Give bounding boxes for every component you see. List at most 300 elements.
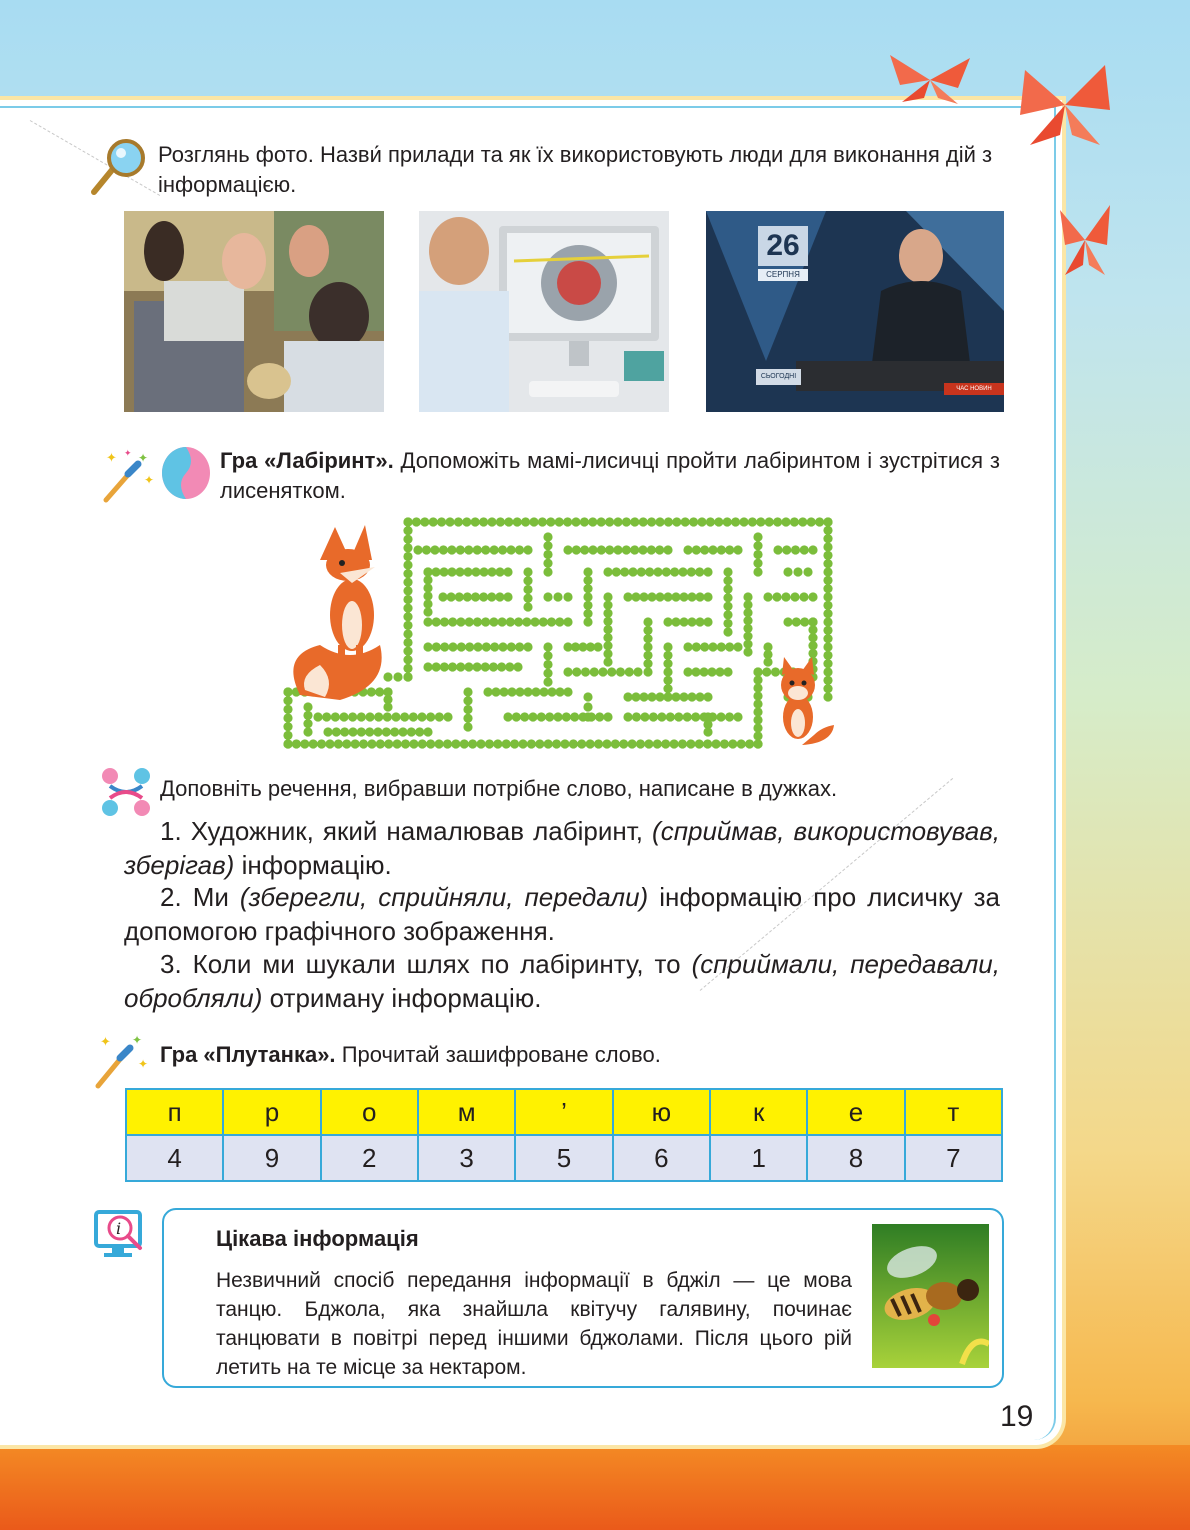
maze-dot — [365, 727, 374, 736]
maze-dot — [471, 592, 480, 601]
maze-dot — [393, 739, 402, 748]
maze-dot — [506, 617, 515, 626]
maze-dot — [339, 712, 348, 721]
maze-dot — [723, 585, 732, 594]
maze-dot — [683, 712, 692, 721]
maze-dot — [583, 592, 592, 601]
maze-dot — [440, 617, 449, 626]
maze-dot — [403, 604, 412, 613]
maze-dot — [403, 560, 412, 569]
maze-dot — [400, 712, 409, 721]
maze-dot — [479, 567, 488, 576]
maze-dot — [332, 727, 341, 736]
task2-text — [220, 446, 1000, 506]
maze-dot — [403, 552, 412, 561]
maze-dot — [539, 617, 548, 626]
sentence-2-before: Ми — [192, 882, 229, 912]
maze-dot — [686, 739, 695, 748]
maze-dot — [481, 662, 490, 671]
maze-dot — [490, 642, 499, 651]
maze-dot — [753, 667, 762, 676]
maze-dot — [663, 617, 672, 626]
maze-dot — [283, 731, 292, 740]
maze-dot — [468, 739, 477, 748]
maze-dot — [723, 602, 732, 611]
maze-dot — [583, 584, 592, 593]
maze-dot — [723, 610, 732, 619]
maze-dot — [531, 687, 540, 696]
maze-dot — [543, 532, 552, 541]
maze-dot — [792, 617, 801, 626]
maze-dot — [748, 517, 757, 526]
maze-dot — [753, 699, 762, 708]
maze-dot — [503, 592, 512, 601]
maze-dot — [384, 739, 393, 748]
maze-dot — [679, 592, 688, 601]
maze-dot — [603, 649, 612, 658]
maze-dot — [753, 731, 762, 740]
maze-dot — [603, 601, 612, 610]
maze-dot — [583, 576, 592, 585]
maze-dot — [643, 634, 652, 643]
maze-dot — [598, 667, 607, 676]
maze-dot — [463, 714, 472, 723]
maze-dot — [447, 545, 456, 554]
maze-dot — [464, 545, 473, 554]
bee-icon — [872, 1224, 989, 1368]
maze-dot — [753, 707, 762, 716]
maze-dot — [631, 592, 640, 601]
maze-dot — [823, 551, 832, 560]
maze-dot — [655, 517, 664, 526]
maze-dot — [283, 713, 292, 722]
maze-dot — [283, 739, 292, 748]
maze-dot — [588, 545, 597, 554]
maze-dot — [753, 675, 762, 684]
maze-dot — [783, 567, 792, 576]
svg-text:✦: ✦ — [132, 1033, 143, 1047]
maze-dot — [687, 592, 696, 601]
maze-dot — [823, 517, 832, 526]
sentence-2-options[interactable]: (зберегли, сприйняли, передали) — [239, 882, 649, 912]
svg-text:✦: ✦ — [100, 1035, 111, 1050]
maze-dot — [543, 651, 552, 660]
maze-dot — [597, 545, 606, 554]
maze-dot — [781, 517, 790, 526]
maze-dot — [823, 559, 832, 568]
maze-dot — [695, 739, 704, 748]
cipher-number: 2 — [321, 1135, 418, 1181]
maze-dot — [593, 642, 602, 651]
maze-dot — [603, 625, 612, 634]
cipher-letter: е — [807, 1089, 904, 1135]
sentence-2-number: 2. — [160, 882, 182, 912]
page-number: 19 — [1000, 1400, 1034, 1433]
maze-dot — [695, 692, 704, 701]
sentence-1-options[interactable]: (сприймав, використовував, зберігав) — [124, 816, 1000, 880]
maze-dot — [439, 545, 448, 554]
maze-dot — [507, 687, 516, 696]
maze-dot — [423, 583, 432, 592]
maze-dot — [753, 532, 762, 541]
maze-dot — [456, 617, 465, 626]
maze-dot — [655, 545, 664, 554]
maze-dot — [753, 691, 762, 700]
maze-dot — [630, 545, 639, 554]
maze-dot — [577, 739, 586, 748]
photo-computer — [419, 211, 669, 412]
maze-dot — [331, 712, 340, 721]
maze-dot — [611, 739, 620, 748]
maze-dot — [365, 712, 374, 721]
maze-dot — [522, 617, 531, 626]
maze-dot — [708, 545, 717, 554]
maze-dot — [594, 739, 603, 748]
maze-dot — [663, 651, 672, 660]
maze-dot — [547, 617, 556, 626]
maze-dot — [683, 642, 692, 651]
cipher-table — [125, 1088, 1003, 1182]
maze-dot — [637, 567, 646, 576]
sentence-3-options[interactable]: (сприймали, передавали, обробляли) — [124, 949, 1000, 1013]
maze-dot — [390, 727, 399, 736]
maze-dot — [495, 567, 504, 576]
maze-dot — [407, 727, 416, 736]
maze-dot — [403, 526, 412, 535]
maze-dot — [487, 567, 496, 576]
maze-dot — [457, 642, 466, 651]
cipher-number: 3 — [418, 1135, 515, 1181]
maze-dot — [513, 662, 522, 671]
maze-dot — [753, 723, 762, 732]
maze-dot — [426, 712, 435, 721]
maze-dot — [283, 705, 292, 714]
maze-dot — [731, 517, 740, 526]
maze-dot — [357, 712, 366, 721]
maze-dot — [707, 667, 716, 676]
maze-dot — [790, 592, 799, 601]
maze-dot — [463, 696, 472, 705]
maze-dot — [418, 739, 427, 748]
maze-dot — [781, 592, 790, 601]
info-monitor-icon — [94, 1210, 150, 1260]
maze-dot — [728, 739, 737, 748]
maze-dot — [403, 664, 412, 673]
maze-dot — [603, 641, 612, 650]
fox-cub-icon — [772, 655, 838, 751]
maze-dot — [723, 593, 732, 602]
maze-dot — [590, 667, 599, 676]
maze-dot — [815, 517, 824, 526]
cipher-number: 1 — [710, 1135, 807, 1181]
maze-dot — [482, 642, 491, 651]
maze-dot — [753, 567, 762, 576]
maze-dot — [672, 517, 681, 526]
maze-dot — [603, 712, 612, 721]
maze-dot — [563, 545, 572, 554]
maze-dot — [398, 727, 407, 736]
cipher-numbers-row — [126, 1135, 1002, 1181]
maze-dot — [403, 586, 412, 595]
task4-body: Прочитай зашифроване слово. — [341, 1042, 661, 1067]
maze-dot — [403, 595, 412, 604]
maze-dot — [505, 662, 514, 671]
maze-dot — [562, 712, 571, 721]
maze-dot — [543, 567, 552, 576]
maze-dot — [808, 633, 817, 642]
maze-dot — [743, 647, 752, 656]
maze-dot — [643, 642, 652, 651]
maze-dot — [823, 584, 832, 593]
maze-dot — [403, 672, 412, 681]
maze-dot — [543, 559, 552, 568]
task4-text — [160, 1040, 1010, 1070]
tv-caption-left: СЬОГОДНІ — [760, 373, 797, 380]
maze-dot — [720, 739, 729, 748]
maze-dot — [597, 517, 606, 526]
maze-dot — [639, 592, 648, 601]
maze-dot — [546, 517, 555, 526]
maze-dot — [498, 617, 507, 626]
maze-dot — [430, 545, 439, 554]
maze-dot — [440, 662, 449, 671]
task2-title: Гра «Лабіринт». — [220, 448, 394, 473]
maze-dot — [699, 667, 708, 676]
maze-dot — [409, 739, 418, 748]
maze-dot — [583, 702, 592, 711]
tv-caption-right: ЧАС НОВИН — [956, 386, 992, 392]
maze-dot — [583, 567, 592, 576]
maze-dot — [317, 739, 326, 748]
maze-dot — [703, 739, 712, 748]
maze-dot — [415, 727, 424, 736]
maze-dot — [555, 517, 564, 526]
maze-dot — [823, 542, 832, 551]
maze-dot — [523, 594, 532, 603]
sentence-2 — [124, 880, 1000, 948]
sentence-1-after: інформацію. — [241, 850, 392, 880]
maze-dot — [357, 727, 366, 736]
cipher-letter: т — [905, 1089, 1002, 1135]
maze-dot — [498, 545, 507, 554]
maze-dot — [383, 712, 392, 721]
maze-dot — [423, 607, 432, 616]
maze-dot — [462, 517, 471, 526]
maze-dot — [628, 567, 637, 576]
maze-dot — [513, 517, 522, 526]
maze-dot — [495, 592, 504, 601]
maze-dot — [823, 601, 832, 610]
maze-dot — [401, 739, 410, 748]
maze-dot — [506, 545, 515, 554]
maze-dot — [423, 575, 432, 584]
maze-dot — [717, 642, 726, 651]
maze-dot — [583, 617, 592, 626]
svg-text:✦: ✦ — [138, 1057, 149, 1071]
maze-dot — [798, 517, 807, 526]
maze-dot — [491, 687, 500, 696]
maze-dot — [510, 739, 519, 748]
maze-dot — [643, 651, 652, 660]
maze-dot — [439, 567, 448, 576]
maze-dot — [489, 617, 498, 626]
maze-dot — [745, 739, 754, 748]
maze-dot — [403, 517, 412, 526]
maze-dot — [723, 667, 732, 676]
maze-dot — [434, 739, 443, 748]
maze-dot — [647, 545, 656, 554]
maze-dot — [678, 567, 687, 576]
maze-dot — [447, 567, 456, 576]
maze-dot — [763, 592, 772, 601]
maze-dot — [603, 617, 612, 626]
maze-dot — [679, 692, 688, 701]
maze-dot — [737, 739, 746, 748]
maze-dot — [563, 517, 572, 526]
maze-dot — [632, 712, 641, 721]
tv-date-month: СЕРПНЯ — [766, 270, 800, 279]
maze-dot — [487, 592, 496, 601]
maze-dot — [808, 625, 817, 634]
maze-dot — [464, 662, 473, 671]
maze-dot — [631, 692, 640, 701]
maze-dot — [636, 739, 645, 748]
maze-dot — [683, 667, 692, 676]
task3-text: Доповніть речення, вибравши потрібне слово, написане в дужках. — [160, 776, 838, 801]
maze-dot — [340, 727, 349, 736]
maze-dot — [620, 567, 629, 576]
magic-brush-icon — [90, 1030, 152, 1090]
maze-dot — [499, 687, 508, 696]
maze-dot — [823, 567, 832, 576]
maze-dot — [753, 739, 762, 748]
maze-dot — [663, 545, 672, 554]
maze-dot — [733, 545, 742, 554]
maze-dot — [479, 517, 488, 526]
maze-dot — [485, 739, 494, 748]
maze-dot — [334, 739, 343, 748]
maze-dot — [520, 712, 529, 721]
maze-dot — [437, 517, 446, 526]
maze-dot — [521, 517, 530, 526]
maze-dot — [580, 545, 589, 554]
maze-dot — [523, 687, 532, 696]
maze-dot — [647, 692, 656, 701]
maze-dot — [633, 667, 642, 676]
maze-dot — [782, 545, 791, 554]
maze-dot — [423, 617, 432, 626]
maze-dot — [323, 727, 332, 736]
maze-dot — [527, 739, 536, 748]
svg-text:✦: ✦ — [124, 449, 132, 459]
maze-dot — [456, 662, 465, 671]
maze-dot — [691, 712, 700, 721]
maze-dot — [793, 567, 802, 576]
maze-dot — [496, 517, 505, 526]
maze-dot — [440, 642, 449, 651]
maze-dot — [403, 543, 412, 552]
maze-dot — [563, 667, 572, 676]
maze-dot — [687, 692, 696, 701]
maze-dot — [313, 712, 322, 721]
maze-dot — [432, 662, 441, 671]
maze-dot — [563, 617, 572, 626]
maze-dot — [359, 739, 368, 748]
maze-dot — [669, 739, 678, 748]
maze-dot — [403, 621, 412, 630]
cipher-letter: к — [710, 1089, 807, 1135]
maze-dot — [603, 592, 612, 601]
maze-dot — [451, 739, 460, 748]
maze-dot — [528, 712, 537, 721]
maze-dot — [403, 612, 412, 621]
maze-dot — [403, 569, 412, 578]
maze-dot — [823, 592, 832, 601]
maze-dot — [543, 541, 552, 550]
maze-dot — [523, 642, 532, 651]
maze-dot — [655, 592, 664, 601]
maze-dot — [572, 545, 581, 554]
maze-dot — [463, 592, 472, 601]
maze-dot — [300, 739, 309, 748]
maze-dot — [553, 712, 562, 721]
maze-dot — [322, 712, 331, 721]
maze-dot — [423, 662, 432, 671]
maze-dot — [619, 739, 628, 748]
maze-dot — [623, 712, 632, 721]
maze-dot — [465, 642, 474, 651]
maze-dot — [498, 642, 507, 651]
maze-dot — [807, 517, 816, 526]
maze-dot — [803, 567, 812, 576]
maze-dot — [422, 545, 431, 554]
maze-dot — [456, 545, 465, 554]
svg-text:✦: ✦ — [138, 451, 149, 465]
maze-dot — [443, 739, 452, 748]
maze-dot — [515, 545, 524, 554]
maze-dot — [530, 617, 539, 626]
magnifier-icon — [90, 138, 150, 196]
maze-dot — [681, 517, 690, 526]
maze-dot — [403, 578, 412, 587]
photo-tv-news — [706, 211, 1004, 412]
maze-dot — [643, 659, 652, 668]
maze-dot — [303, 711, 312, 720]
maze-dot — [515, 642, 524, 651]
maze-dot — [613, 545, 622, 554]
maze-dot — [473, 545, 482, 554]
maze-dot — [497, 662, 506, 671]
maze-dot — [678, 739, 687, 748]
maze-dot — [403, 535, 412, 544]
maze-dot — [429, 517, 438, 526]
computer-scene-icon — [419, 211, 669, 412]
maze-dot — [581, 667, 590, 676]
maze-dot — [703, 692, 712, 701]
cipher-number: 6 — [613, 1135, 710, 1181]
maze-dot — [800, 545, 809, 554]
butterfly-icon — [880, 50, 980, 110]
maze-dot — [666, 712, 675, 721]
maze-dot — [663, 684, 672, 693]
maze-dot — [413, 545, 422, 554]
maze-dot — [523, 585, 532, 594]
maze-dot — [643, 626, 652, 635]
maze-dot — [583, 712, 592, 721]
maze-dot — [607, 667, 616, 676]
maze-dot — [703, 592, 712, 601]
sentence-3 — [124, 947, 1000, 1015]
